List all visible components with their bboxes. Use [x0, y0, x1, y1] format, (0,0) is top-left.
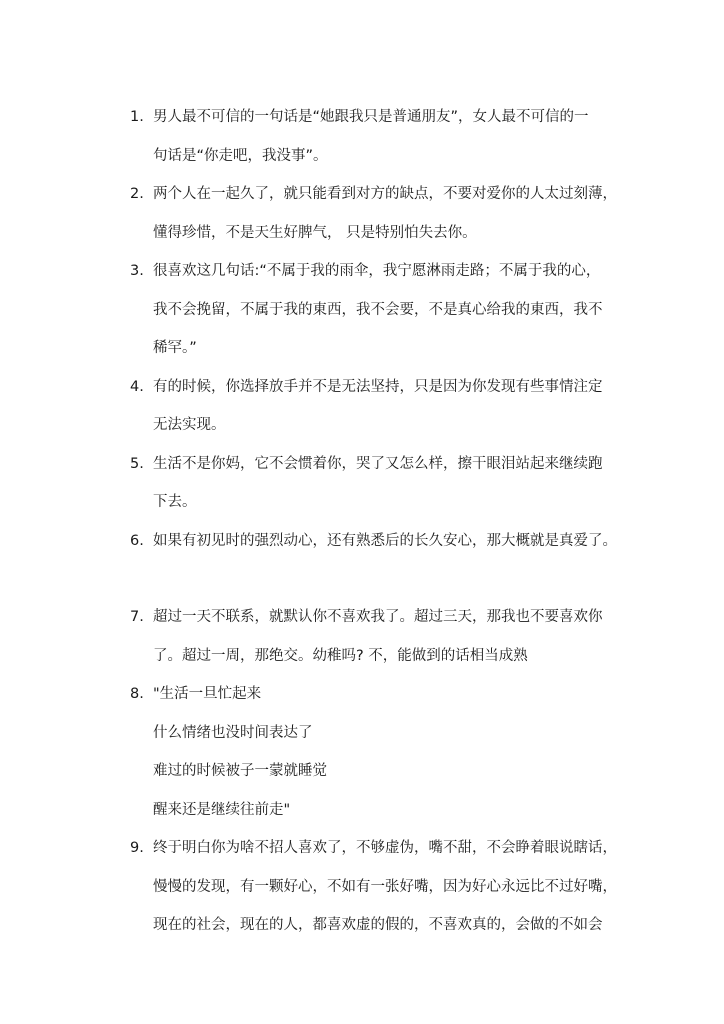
list-text: 下去。: [153, 494, 197, 510]
list-line: [0, 483, 724, 522]
list-text: 男人最不可信的一句话是“她跟我只是普通朋友”，女人最不可信的一: [153, 109, 589, 125]
list-number: 7.: [130, 609, 144, 625]
list-text: 难过的时候被子一蒙就睡觉: [153, 763, 327, 779]
list-item-3: [0, 252, 724, 368]
blank-line: [0, 560, 724, 598]
list-text: 句话是“你走吧，我没事”。: [153, 147, 328, 164]
list-line: [0, 906, 724, 945]
list-line: [0, 637, 724, 676]
list-text: 无法实现。: [153, 417, 226, 433]
list-item-8: [0, 675, 724, 829]
list-number: 9.: [130, 840, 144, 856]
list-text: 现在的社会，现在的人，都喜欢虚的假的，不喜欢真的，会做的不如会: [153, 917, 603, 933]
list-text: 超过一天不联系，就默认你不喜欢我了。超过三天，那我也不要喜欢你: [153, 609, 603, 625]
list-number: 3.: [130, 263, 144, 279]
list-text: "生活一旦忙起来: [153, 686, 262, 702]
list-line: [0, 406, 724, 445]
list-line: [0, 598, 724, 637]
list-text: 懂得珍惜，不是天生好脾气， 只是特别怕失去你。: [153, 224, 477, 241]
list-line: [0, 329, 724, 368]
list-line: [0, 98, 724, 137]
list-line: [0, 752, 724, 791]
list-item-9: [0, 829, 724, 945]
list-number: 5.: [130, 455, 144, 472]
list-text: 稀罕。”: [153, 340, 197, 356]
list-line: [0, 368, 724, 407]
list-item-1: [0, 98, 724, 175]
list-text: 了。超过一周，那绝交。幼稚吗? 不，能做到的话相当成熟: [153, 647, 528, 664]
list-line: [0, 522, 724, 561]
list-line: [0, 137, 724, 176]
list-text: 什么情绪也没时间表达了: [153, 724, 313, 741]
list-text: 慢慢的发现，有一颗好心，不如有一张好嘴，因为好心永远比不过好嘴，: [153, 878, 617, 895]
quote-list: [0, 98, 724, 945]
list-item-5: [0, 445, 724, 522]
list-number: 8.: [130, 686, 144, 702]
list-text: 生活不是你妈，它不会惯着你，哭了又怎么样，擦干眼泪站起来继续跑: [153, 455, 603, 472]
list-item-7: [0, 598, 724, 675]
list-number: 1.: [130, 109, 144, 125]
list-line: [0, 214, 724, 253]
list-item-6: [0, 522, 724, 561]
list-text: 醒来还是继续往前走": [153, 801, 291, 818]
list-number: 4.: [130, 378, 144, 395]
list-line: [0, 791, 724, 830]
list-text: 终于明白你为啥不招人喜欢了，不够虚伪，嘴不甜，不会睁着眼说瞎话，: [153, 840, 617, 856]
list-number: 2.: [130, 186, 144, 202]
list-text: 我不会挽留，不属于我的東西，我不会要，不是真心给我的東西，我不: [153, 301, 603, 318]
list-line: [0, 829, 724, 868]
list-item-4: [0, 368, 724, 445]
list-line: [0, 675, 724, 714]
list-line: [0, 291, 724, 330]
list-line: [0, 868, 724, 907]
list-item-2: [0, 175, 724, 252]
list-text: 很喜欢这几句话:“不属于我的雨伞，我宁愿淋雨走路；不属于我的心，: [153, 263, 601, 279]
list-line: [0, 175, 724, 214]
list-line: [0, 445, 724, 484]
list-text: 有的时候，你选择放手并不是无法坚持，只是因为你发现有些事情注定: [153, 378, 603, 395]
list-text: 如果有初见时的强烈动心，还有熟悉后的长久安心，那大概就是真爱了。: [153, 532, 617, 549]
list-number: 6.: [130, 532, 144, 549]
list-line: [0, 252, 724, 291]
list-text: 两个人在一起久了，就只能看到对方的缺点，不要对爱你的人太过刻薄，: [153, 186, 617, 202]
list-line: [0, 714, 724, 753]
